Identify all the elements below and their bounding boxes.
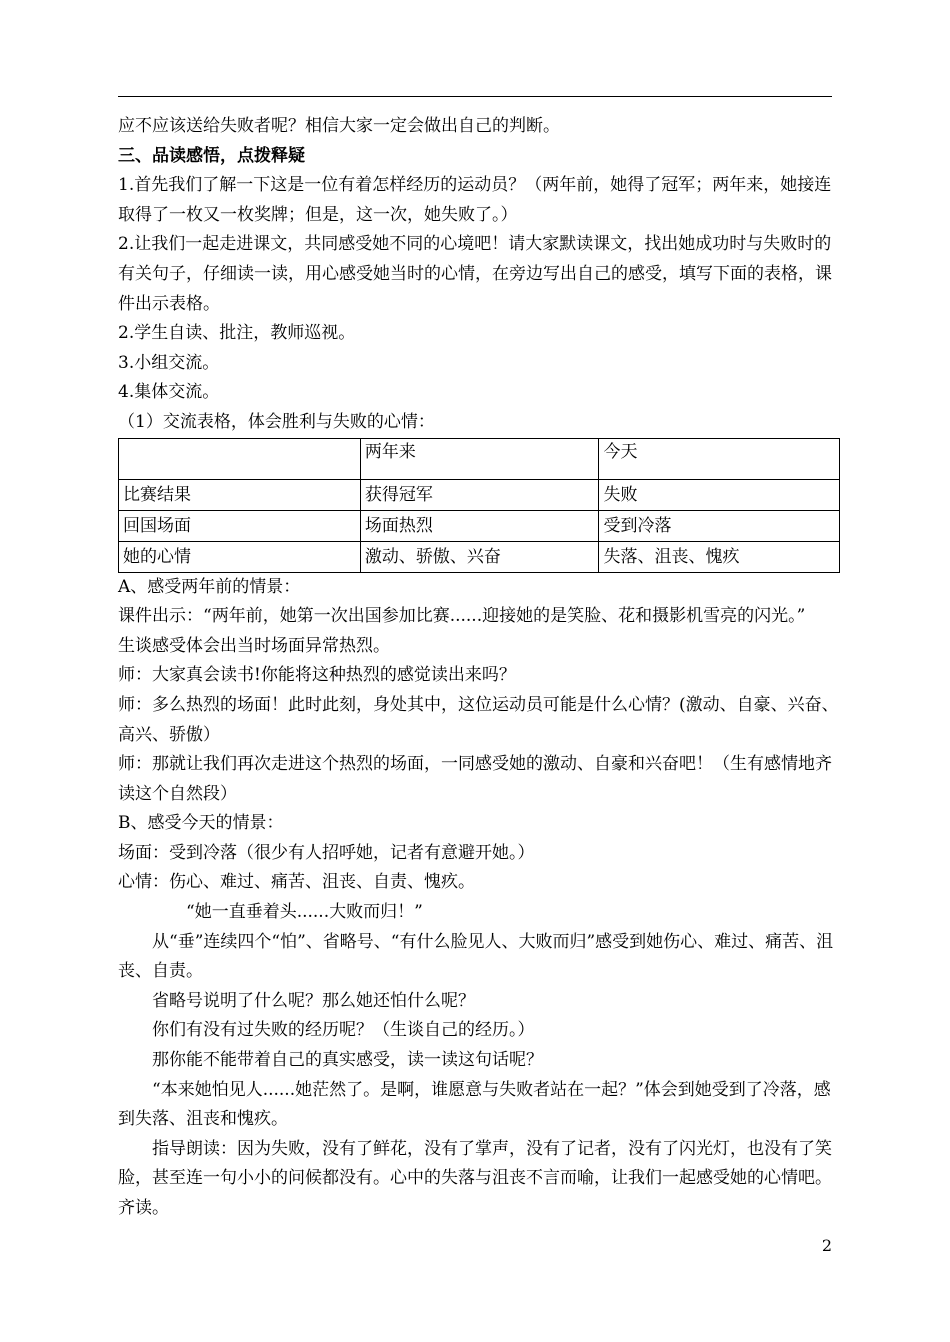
table-row (119, 510, 840, 541)
table-cell: 受到冷落 (599, 510, 840, 541)
paragraph: 师：那就让我们再次走进这个热烈的场面，一同感受她的激动、自豪和兴奋吧！（生有感情地齐读这个自然段） (118, 754, 832, 804)
table-header-cell (119, 438, 361, 479)
page-number: 2 (821, 1236, 832, 1255)
paragraph: 心情：伤心、难过、痛苦、沮丧、自责、愧疚。 (118, 872, 475, 893)
paragraph: “本来她怕见人......她茫然了。是啊，谁愿意与失败者站在一起？”体会到她受到了冷落，感到失落、沮丧和愧疚。 (118, 1079, 831, 1130)
table-cell: 场面热烈 (360, 510, 599, 541)
paragraph: 你们有没有过失败的经历呢？（生谈自己的经历。） (152, 1020, 535, 1041)
paragraph: 课件出示：“两年前，她第一次出国参加比赛......迎接她的是笑脸、花和摄影机雪亮的闪光。” (118, 606, 806, 627)
paragraph: 应不应该送给失败者呢？相信大家一定会做出自己的判断。 (118, 116, 560, 136)
table-header-row (119, 438, 840, 479)
paragraph: B、感受今天的情景： (118, 813, 284, 834)
table-row (119, 479, 840, 510)
paragraph: 2.学生自读、批注，教师巡视。 (118, 323, 356, 344)
paragraph: 1.首先我们了解一下这是一位有着怎样经历的运动员？（两年前，她得了冠军；两年来，她接连取得了一枚又一枚奖牌；但是，这一次，她失败了。） (118, 175, 832, 225)
section-heading: 三、品读感悟，点拨释疑 (118, 145, 305, 166)
table-cell: 失败 (599, 479, 840, 510)
quote-paragraph: “她一直垂着头......大败而归！” (186, 902, 423, 923)
table-cell: 获得冠军 (360, 479, 599, 510)
header-rule (118, 96, 832, 97)
table-caption: （1）交流表格，体会胜利与失败的心情： (118, 411, 435, 432)
paragraph: 师：多么热烈的场面！此时此刻，身处其中，这位运动员可能是什么心情？(激动、自豪、兴奋、高兴、骄傲） (118, 694, 839, 745)
emotion-table (118, 438, 840, 573)
paragraph: A、感受两年前的情景： (118, 576, 301, 597)
paragraph: 4.集体交流。 (118, 382, 220, 403)
table-cell: 比赛结果 (119, 479, 361, 510)
table-header-cell: 两年来 (360, 438, 599, 479)
paragraph: 3.小组交流。 (118, 352, 220, 373)
paragraph: 指导朗读：因为失败，没有了鲜花，没有了掌声，没有了记者，没有了闪光灯，也没有了笑脸，甚至连一句小小的问候都没有。心中的失落与沮丧不言而喻，让我们一起感受她的心情吧。齐读。 (118, 1138, 832, 1218)
paragraph: 那你能不能带着自己的真实感受，读一读这句话呢？ (152, 1050, 543, 1071)
table-cell: 回国场面 (119, 510, 361, 541)
paragraph: 2.让我们一起走进课文，共同感受她不同的心境吧！请大家默读课文，找出她成功时与失败时的有关句子，仔细读一读，用心感受她当时的心情，在旁边写出自己的感受，填写下面的表格，课件出示表格。 (118, 234, 832, 314)
paragraph: 场面：受到冷落（很少有人招呼她，记者有意避开她。） (118, 842, 535, 863)
table-row (119, 541, 840, 572)
paragraph: 省略号说明了什么呢？那么她还怕什么呢？ (152, 990, 475, 1011)
body-content (118, 112, 840, 1224)
table-header-cell: 今天 (599, 438, 840, 479)
paragraph: 师：大家真会读书!你能将这种热烈的感觉读出来吗？ (118, 665, 516, 686)
table-cell: 失落、沮丧、愧疚 (599, 541, 840, 572)
table-cell: 激动、骄傲、兴奋 (360, 541, 599, 572)
paragraph: 生谈感受体会出当时场面异常热烈。 (118, 635, 390, 656)
table-cell: 她的心情 (119, 541, 361, 572)
paragraph: 从“垂”连续四个“怕”、省略号、“有什么脸见人、大败而归”感受到她伤心、难过、痛苦、沮丧、自责。 (118, 931, 834, 982)
